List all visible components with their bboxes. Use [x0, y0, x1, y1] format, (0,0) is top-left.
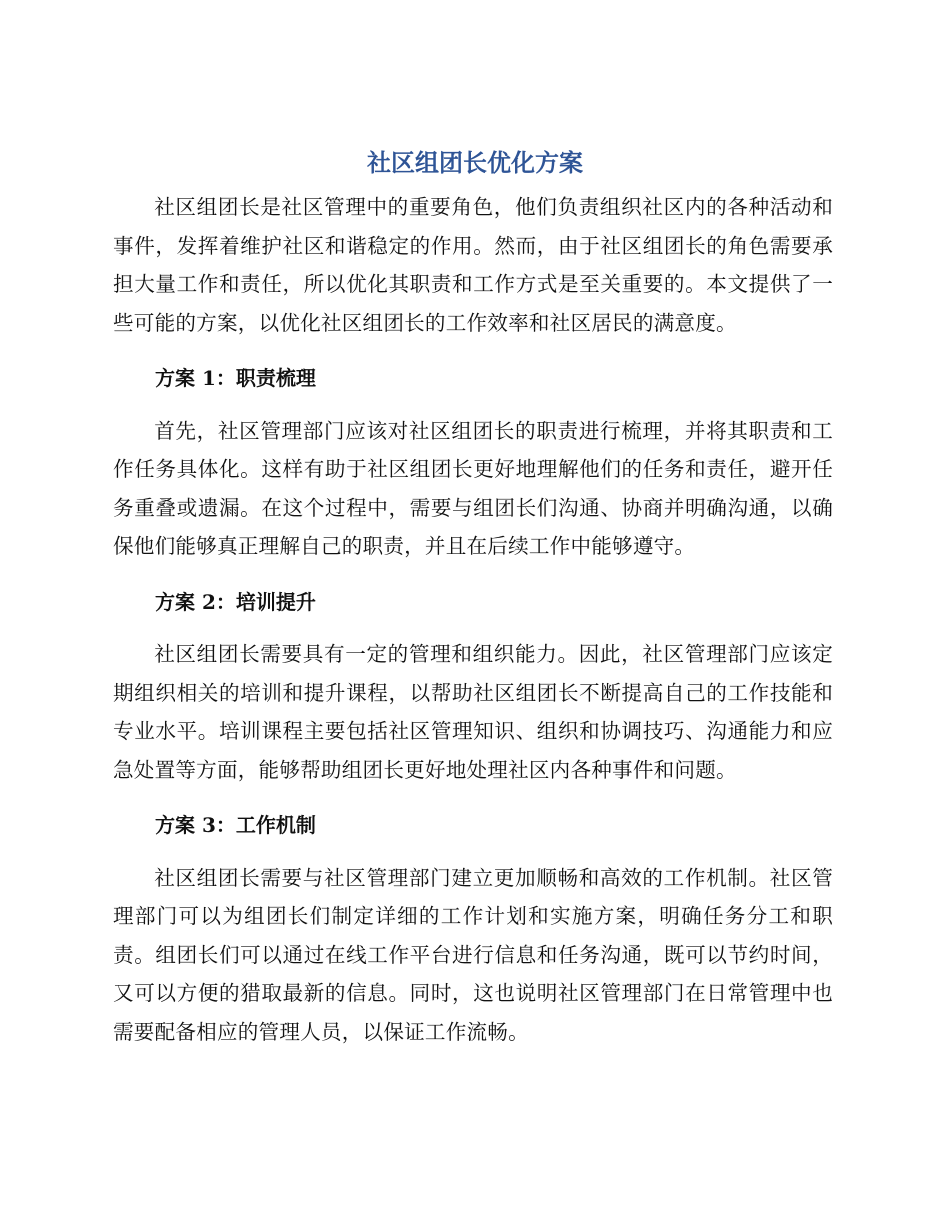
intro-paragraph: 社区组团长是社区管理中的重要角色，他们负责组织社区内的各种活动和事件，发挥着维护社区和谐稳定的作用。然而，由于社区组团长的角色需要承担大量工作和责任，所以优化其职责和工作方式是至关重要的。本文提供了一些可能的方案，以优化社区组团长的工作效率和社区居民的满意度。: [113, 195, 833, 335]
section-heading-3: 方案 3：工作机制: [155, 813, 316, 837]
section-paragraph-2: 社区组团长需要具有一定的管理和组织能力。因此，社区管理部门应该定期组织相关的培训和提升课程，以帮助社区组团长不断提高自己的工作技能和专业水平。培训课程主要包括社区管理知识、组织和协调技巧、沟通能力和应急处置等方面，能够帮助组团长更好地处理社区内各种事件和问题。: [113, 642, 833, 782]
document-body: [113, 188, 833, 1051]
section-heading-1: 方案 1：职责梳理: [155, 366, 316, 390]
section-paragraph-3: 社区组团长需要与社区管理部门建立更加顺畅和高效的工作机制。社区管理部门可以为组团长们制定详细的工作计划和实施方案，明确任务分工和职责。组团长们可以通过在线工作平台进行信息和任务沟通，既可以节约时间，又可以方便的猎取最新的信息。同时，这也说明社区管理部门在日常管理中也需要配备相应的管理人员，以保证工作流畅。: [113, 865, 833, 1044]
section-paragraph-1: 首先，社区管理部门应该对社区组团长的职责进行梳理，并将其职责和工作任务具体化。这样有助于社区组团长更好地理解他们的任务和责任，避开任务重叠或遗漏。在这个过程中，需要与组团长们沟通、协商并明确沟通，以确保他们能够真正理解自己的职责，并且在后续工作中能够遵守。: [113, 418, 833, 558]
section-heading-2: 方案 2：培训提升: [155, 589, 316, 614]
document-title: 社区组团长优化方案: [367, 149, 583, 177]
